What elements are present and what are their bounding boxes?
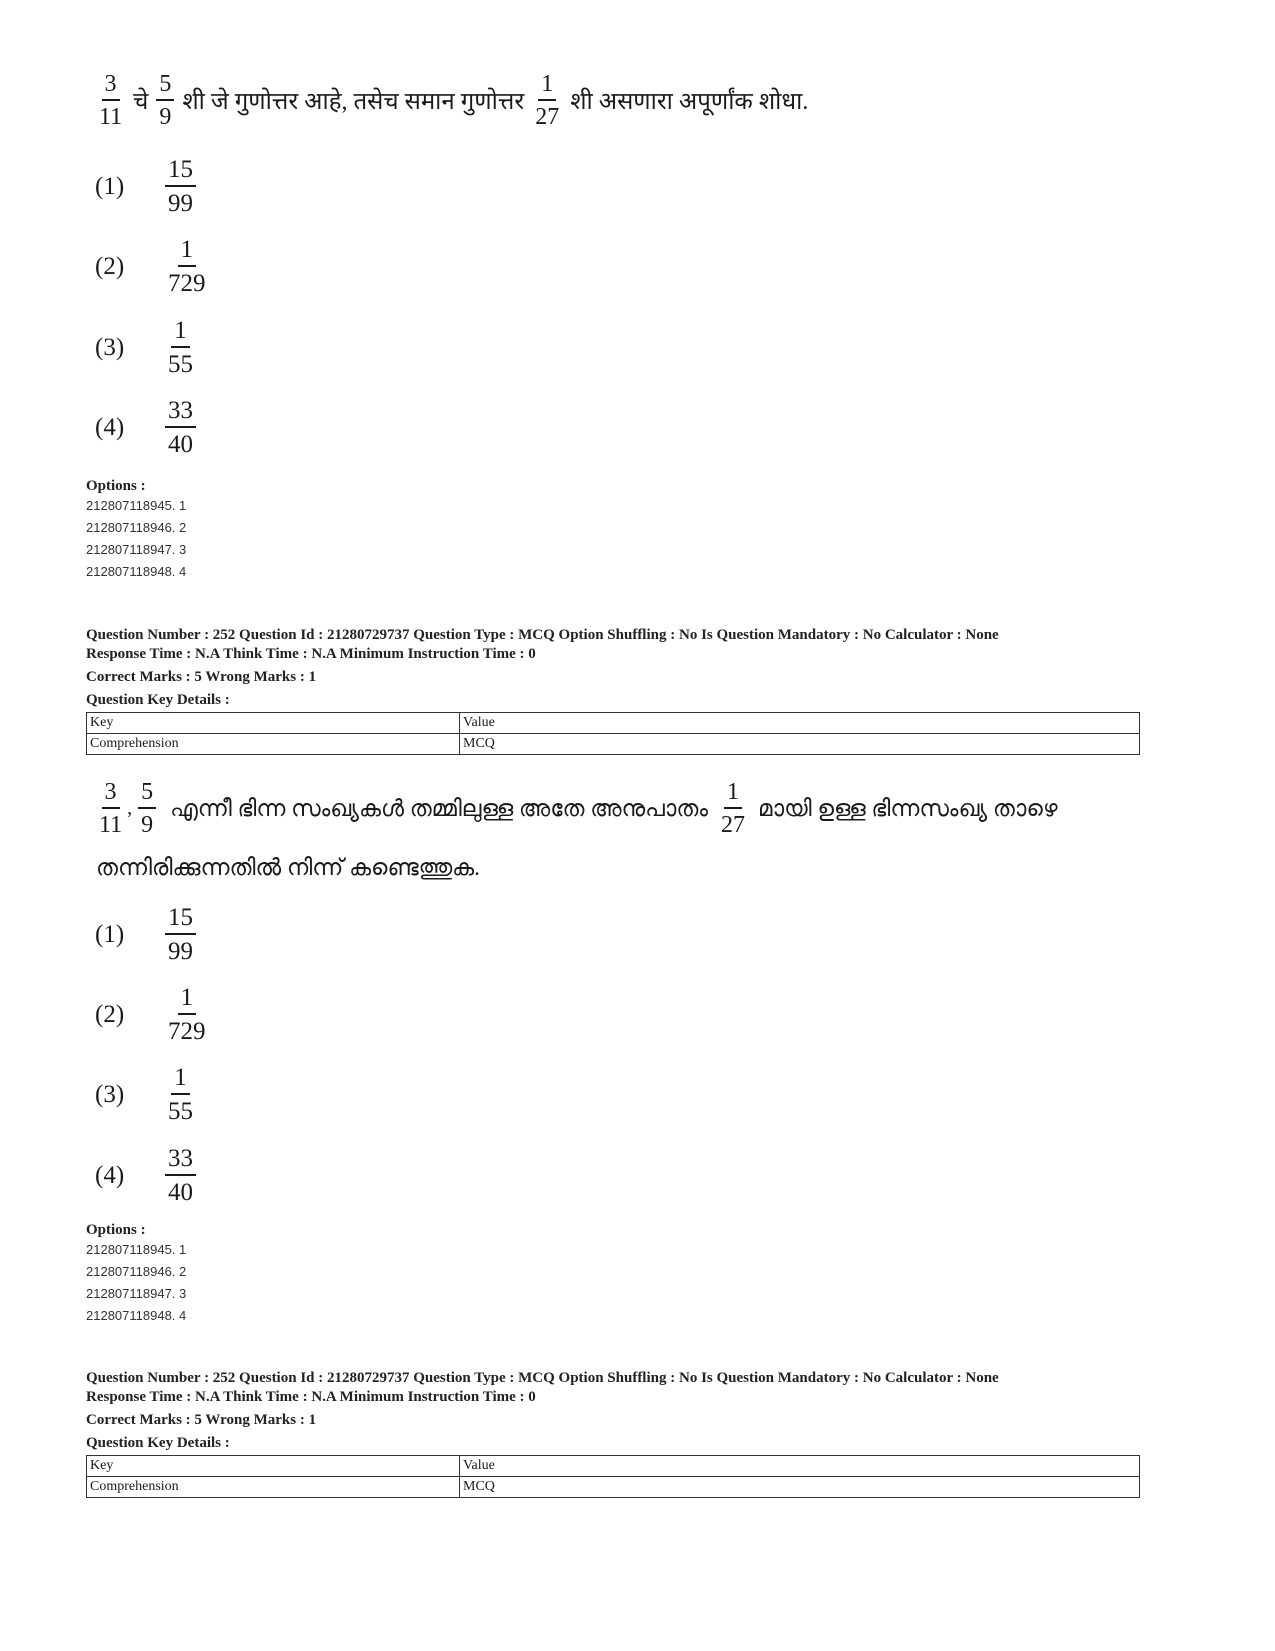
table-cell: Comprehension — [87, 1477, 460, 1498]
fraction: $\frac{1}{27}$ — [535, 71, 560, 130]
table-row — [87, 1477, 1140, 1498]
meta-line: Question Number : 252 Question Id : 21280729737 Question Type : MCQ Option Shuffling : No Is Question Mandatory : No Calculator : None — [86, 627, 999, 643]
table-cell: Key — [87, 713, 460, 734]
option-id: 212807118947. 3 — [86, 1286, 187, 1301]
table-cell: MCQ — [460, 734, 1140, 755]
key-details-heading: Question Key Details : — [86, 1435, 230, 1451]
options-heading: Options : — [86, 478, 146, 494]
answer-option-3: (3) $\frac{1}{55}$ — [95, 317, 193, 378]
option-id: 212807118945. 1 — [86, 498, 187, 513]
meta-line: Response Time : N.A Think Time : N.A Minimum Instruction Time : 0 — [86, 646, 536, 662]
fraction: $\frac{3}{11}$ — [99, 71, 123, 130]
table-cell: Value — [460, 1456, 1140, 1477]
answer-option-2: (2) $\frac{1}{729}$ — [95, 984, 206, 1045]
answer-option-2: (2) $\frac{1}{729}$ — [95, 236, 206, 297]
answer-option-1: (1) $\frac{15}{99}$ — [95, 157, 196, 216]
question-meta — [86, 626, 1140, 755]
option-ids-block — [86, 478, 186, 583]
table-cell: MCQ — [460, 1477, 1140, 1498]
answer-option-3: (3) $\frac{1}{55}$ — [95, 1064, 193, 1125]
table-cell: Key — [87, 1456, 460, 1477]
table-row — [87, 1456, 1140, 1477]
question-meta — [86, 1369, 1140, 1498]
question-text: തന്നിരിക്കുന്നതിൽ നിന്ന് കണ്ടെത്തുക. — [96, 855, 480, 880]
options-heading: Options : — [86, 1222, 146, 1238]
meta-line: Question Number : 252 Question Id : 21280729737 Question Type : MCQ Option Shuffling : No Is Question Mandatory : No Calculator : None — [86, 1370, 999, 1386]
table-row — [87, 713, 1140, 734]
question-text: चे — [133, 89, 149, 115]
fraction: $\frac{5}{9}$ — [156, 72, 174, 129]
marks-line: Correct Marks : 5 Wrong Marks : 1 — [86, 1412, 317, 1428]
question-text: शी जे गुणोत्तर आहे, तसेच समान गुणोत्तर — [182, 89, 525, 115]
table-cell: Comprehension — [87, 734, 460, 755]
key-details-table — [86, 712, 1140, 755]
question-text: എന്നീ ഭിന്ന സംഖ്യകൾ തമ്മിലുള്ള അതേ അനുപാതം — [170, 795, 708, 821]
option-id: 212807118946. 2 — [86, 520, 187, 535]
answer-option-1: (1) $\frac{15}{99}$ — [95, 905, 196, 964]
option-id: 212807118946. 2 — [86, 1264, 187, 1279]
meta-line: Response Time : N.A Think Time : N.A Minimum Instruction Time : 0 — [86, 1389, 536, 1405]
option-id: 212807118948. 4 — [86, 1308, 187, 1323]
marks-line: Correct Marks : 5 Wrong Marks : 1 — [86, 669, 317, 685]
option-id: 212807118948. 4 — [86, 564, 187, 579]
answer-option-4: (4) $\frac{33}{40}$ — [95, 1146, 196, 1205]
answer-option-4: (4) $\frac{33}{40}$ — [95, 398, 196, 457]
key-details-heading: Question Key Details : — [86, 692, 230, 708]
table-row — [87, 734, 1140, 755]
question-text: शी असणारा अपूर्णांक शोधा. — [570, 89, 809, 115]
question-marathi — [96, 72, 816, 129]
option-id: 212807118947. 3 — [86, 542, 187, 557]
question-malayalam: $\frac{3}{11}$ , $\frac{5}{9}$ എന്നീ ഭിന്ന സംഖ്യകൾ തമ്മിലുള്ള അതേ അനുപാതം $\frac{1}{27}$ മായി ഉള്ള ഭിന്നസംഖ്യ താഴെ — [99, 779, 1058, 838]
key-details-table — [86, 1455, 1140, 1498]
table-cell: Value — [460, 713, 1140, 734]
option-ids-block — [86, 1222, 186, 1327]
option-id: 212807118945. 1 — [86, 1242, 187, 1257]
question-text: മായി ഉള്ള ഭിന്നസംഖ്യ താഴെ — [758, 795, 1058, 821]
